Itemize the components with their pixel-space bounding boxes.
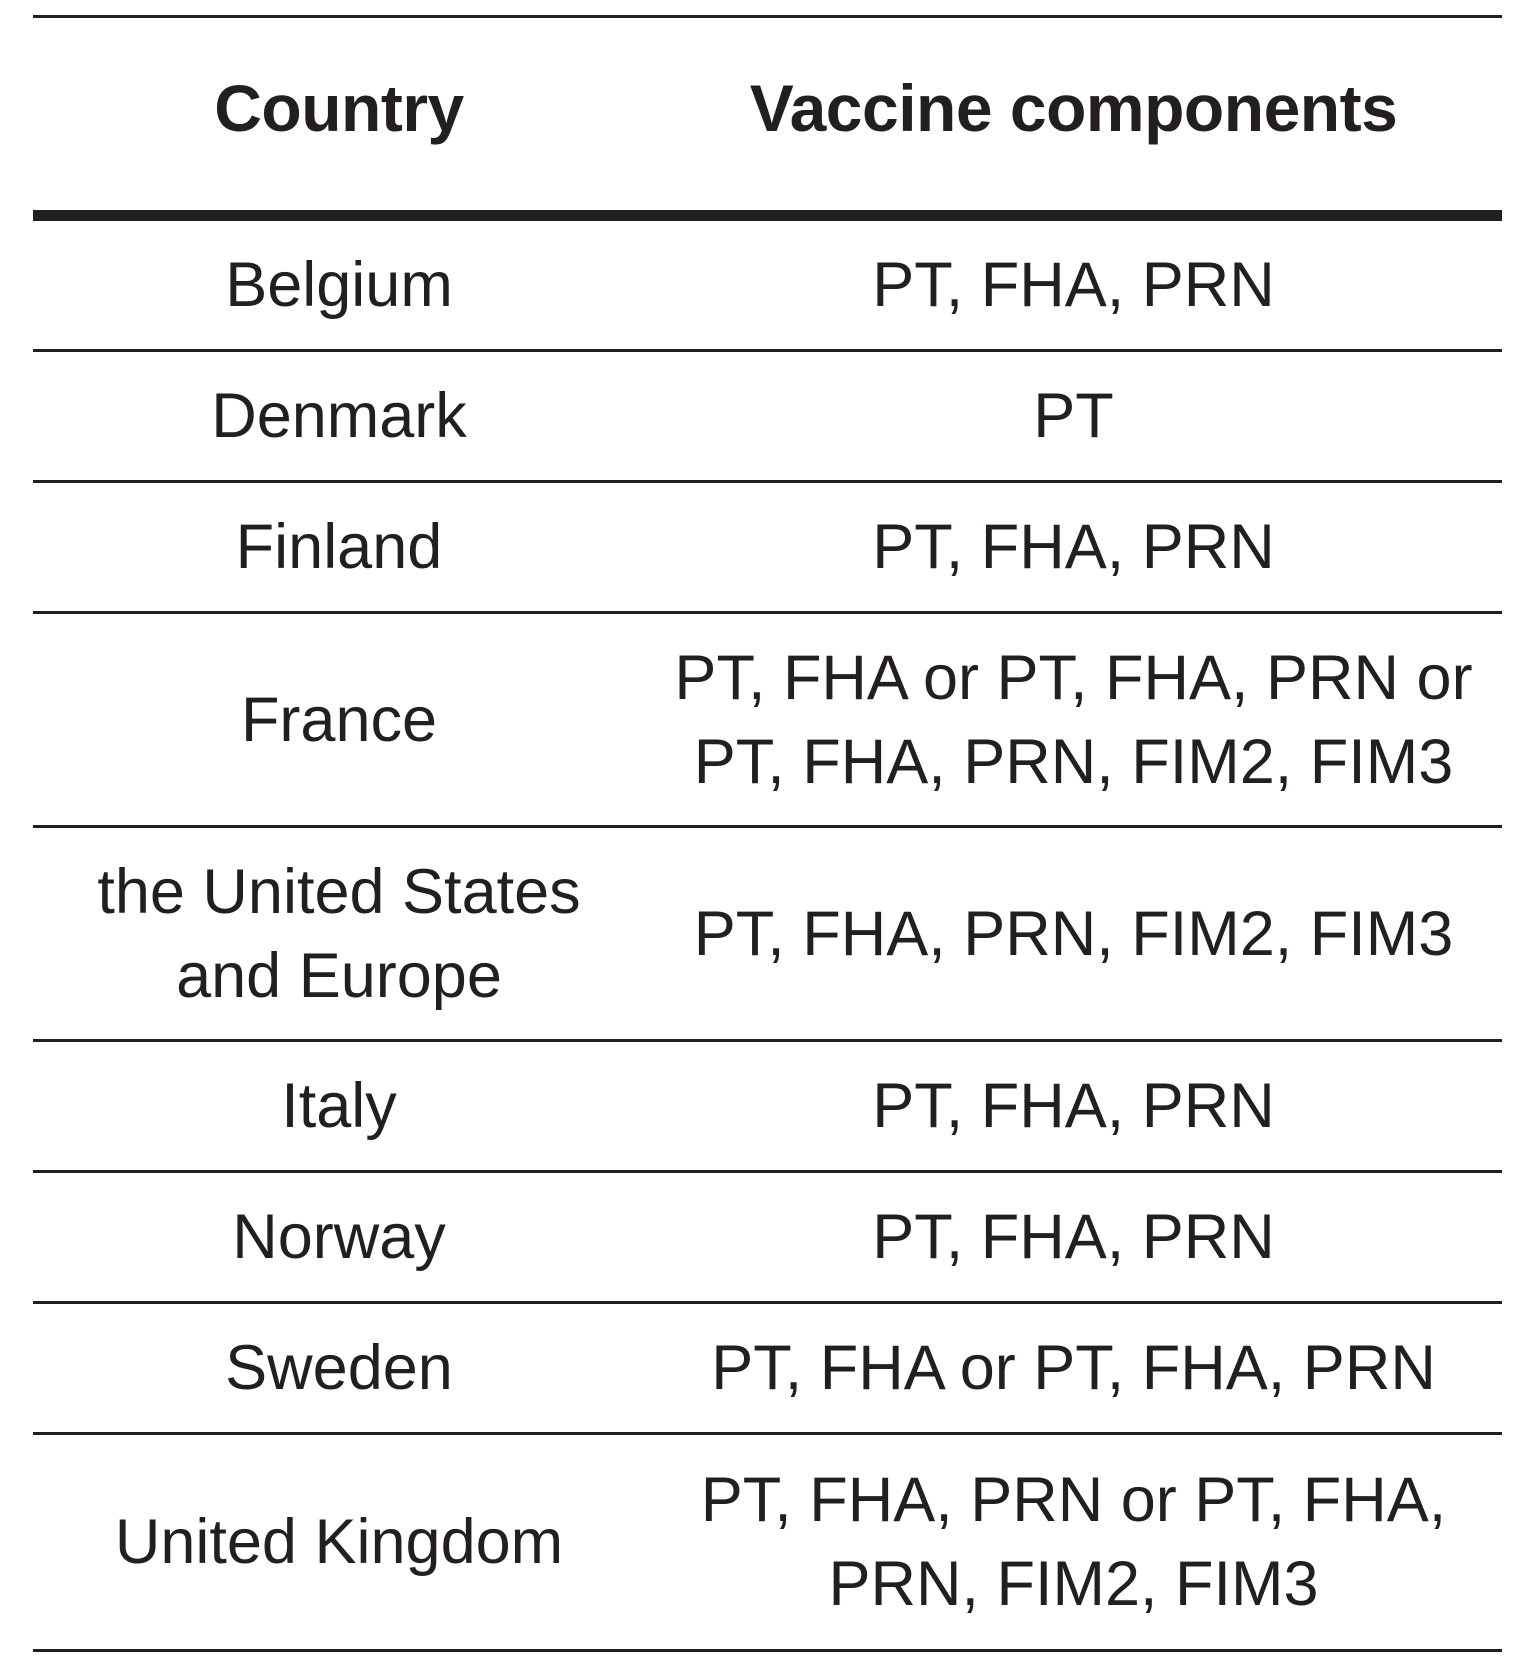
vaccine-text: PT, FHA, PRN — [872, 250, 1275, 320]
vaccine-text-line-1: PT, FHA or PT, FHA, PRN or — [674, 642, 1473, 713]
table-row — [33, 483, 1502, 614]
vaccine-components-cell — [645, 505, 1502, 589]
vaccine-components-cell — [645, 1326, 1502, 1410]
vaccine-components-cell — [645, 243, 1502, 327]
country-cell — [33, 678, 645, 762]
country-text: Belgium — [225, 250, 453, 320]
vaccine-components-cell — [645, 1458, 1502, 1626]
vaccine-text-line-2: PRN, FIM2, FIM3 — [828, 1549, 1319, 1619]
vaccine-text-line-1: PT, FHA, PRN or PT, FHA, — [700, 1465, 1447, 1535]
vaccine-components-cell — [645, 374, 1502, 458]
vaccine-text: PT, FHA, PRN — [872, 512, 1275, 582]
country-cell — [33, 243, 645, 327]
country-cell — [33, 1326, 645, 1410]
table-row — [33, 221, 1502, 352]
column-header-vaccine-components: Vaccine components — [749, 71, 1398, 145]
country-cell — [33, 374, 645, 458]
vaccine-components-cell — [645, 1195, 1502, 1279]
country-cell — [33, 505, 645, 589]
table-header-row — [33, 18, 1502, 210]
column-header-country: Country — [214, 71, 464, 145]
vaccine-text: PT, FHA, PRN, FIM2, FIM3 — [693, 898, 1454, 969]
table-row — [33, 1304, 1502, 1435]
country-text-line-2: and Europe — [176, 940, 502, 1011]
header-divider-rule — [33, 210, 1502, 221]
vaccine-text-line-2: PT, FHA, PRN, FIM2, FIM3 — [693, 726, 1454, 797]
vaccine-components-cell — [645, 636, 1502, 804]
table-row — [33, 352, 1502, 483]
country-text: France — [240, 684, 438, 755]
table-row — [33, 1435, 1502, 1652]
table-row — [33, 1042, 1502, 1173]
vaccine-text: PT, FHA or PT, FHA, PRN — [711, 1333, 1436, 1403]
country-text: Norway — [232, 1202, 446, 1272]
country-text: United Kingdom — [114, 1507, 564, 1577]
country-cell — [33, 1064, 645, 1148]
country-cell — [33, 1500, 645, 1584]
table-row — [33, 828, 1502, 1042]
country-text: Finland — [235, 512, 443, 582]
vaccine-text: PT, FHA, PRN — [872, 1202, 1275, 1272]
table-row — [33, 614, 1502, 828]
country-cell — [33, 850, 645, 1018]
country-text: Denmark — [211, 381, 467, 451]
vaccine-components-cell — [645, 1064, 1502, 1148]
country-text: Italy — [281, 1071, 397, 1141]
table-row — [33, 1173, 1502, 1304]
vaccine-text: PT — [1033, 381, 1114, 451]
vaccine-components-cell — [645, 892, 1502, 976]
vaccine-components-table — [33, 15, 1502, 1652]
country-text: Sweden — [225, 1333, 453, 1403]
country-text-line-1: the United States — [97, 856, 581, 927]
vaccine-text: PT, FHA, PRN — [872, 1071, 1275, 1141]
country-cell — [33, 1195, 645, 1279]
